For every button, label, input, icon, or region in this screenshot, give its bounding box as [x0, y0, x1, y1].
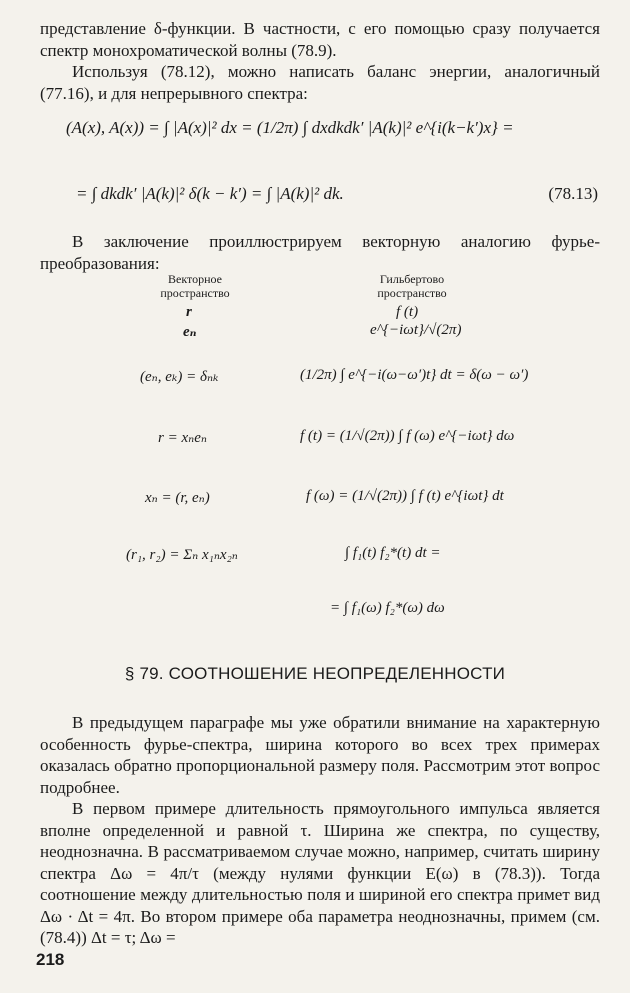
- section-heading: § 79. СООТНОШЕНИЕ НЕОПРЕДЕЛЕННОСТИ: [124, 664, 506, 683]
- equation-line-2-text: = ∫ dkdk′ |A(k)|² δ(k − k′) = ∫ |A(k)|² dk.: [76, 184, 344, 203]
- table-row-3-right: (1/2π) ∫ e^{−i(ω−ω′)t} dt = δ(ω − ω′): [300, 367, 529, 383]
- paragraph-3: В заключение проиллюстрируем векторную аналогию фурье-преобразования:: [40, 232, 600, 273]
- table-row-1-left: r: [186, 304, 192, 320]
- equation-number: (78.13): [548, 184, 598, 203]
- table-row-4-left: r = xₙeₙ: [158, 430, 207, 446]
- table-row-1-right: f (t): [396, 304, 419, 320]
- table-right-header: Гильбертово пространство: [377, 272, 447, 300]
- paragraph-4: В предыдущем параграфе мы уже обратили внимание на характерную особенность фурье-спектра, ширина которого во всех трех примерах оказалась обратно пропорциональной размеру поля. Рассмотрим этот вопрос подробнее.: [40, 713, 600, 797]
- page-number: 218: [36, 950, 65, 969]
- equation-line-1-text: (A(x), A(x)) = ∫ |A(x)|² dx = (1/2π) ∫ dxdkdk′ |A(k)|² e^{i(k−k′)x} =: [66, 118, 514, 137]
- equation-line-1: [66, 118, 514, 138]
- table-left-header: Векторное пространство: [160, 272, 230, 300]
- equation-line-2: [76, 184, 344, 204]
- paragraph-5: В первом примере длительность прямоугольного импульса является вполне определенной и равной τ. Ширина же спектра, по существу, неоднозначна. В рассматриваемом случае можно, например, считать ширину спектра Δω = 4π/τ (между нулями функции E(ω) в (78.3)). Тогда соотношение между длительностью поля и шириной его спектра примет вид Δω · Δt = 4π. Во втором примере оба параметра неоднозначны, примем (см. (78.4)) Δt = τ; Δω =: [40, 799, 600, 947]
- table-row-3-left: (eₙ, eₖ) = δₙₖ: [140, 369, 219, 385]
- table-row-6-right: ∫ f₁(t) f₂*(t) dt =: [345, 545, 441, 561]
- table-row-2-left: eₙ: [183, 324, 197, 340]
- paragraph-2: Используя (78.12), можно написать баланс энергии, аналогичный (77.16), и для непрерывного спектра:: [40, 62, 600, 103]
- table-row-7-right: = ∫ f₁(ω) f₂*(ω) dω: [330, 600, 445, 616]
- table-row-6-left: (r₁, r₂) = Σₙ x₁ₙx₂ₙ: [126, 547, 238, 563]
- table-row-5-left: xₙ = (r, eₙ): [145, 490, 210, 506]
- table-row-5-right: f (ω) = (1/√(2π)) ∫ f (t) e^{iωt} dt: [306, 488, 504, 504]
- table-row-2-right: e^{−iωt}/√(2π): [370, 322, 462, 338]
- paragraph-1: представление δ-функции. В частности, с его помощью сразу получается спектр монохроматической волны (78.9).: [40, 19, 600, 60]
- table-row-4-right: f (t) = (1/√(2π)) ∫ f (ω) e^{−iωt} dω: [300, 428, 515, 444]
